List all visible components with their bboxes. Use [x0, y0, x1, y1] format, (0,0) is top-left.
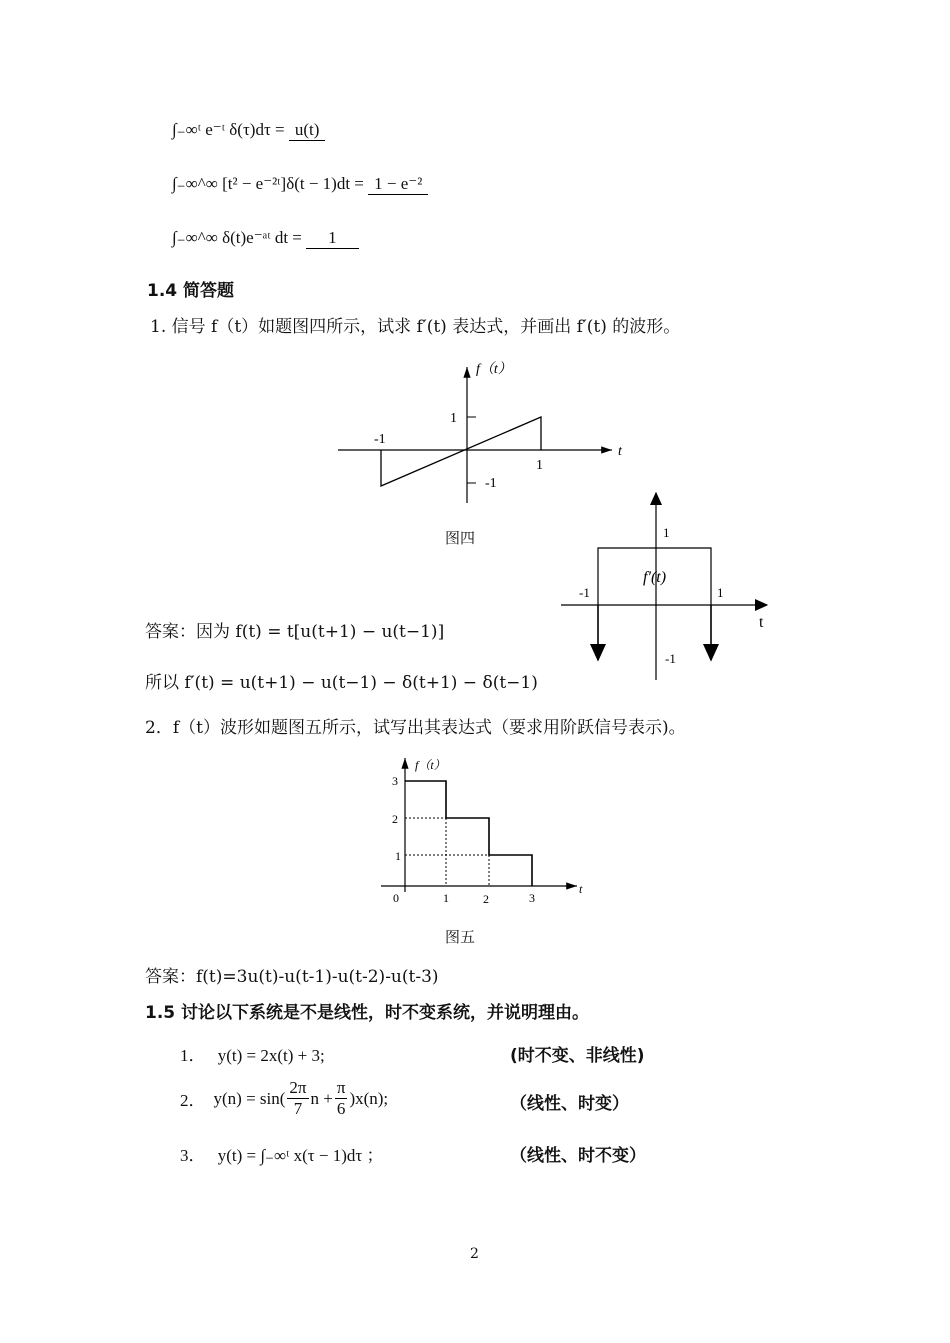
integral-2-answer: 1 − e⁻² — [368, 174, 428, 195]
figure-4-caption: 图四 — [445, 529, 476, 547]
system-2-fraction-2-den: 6 — [336, 1099, 346, 1118]
integral-1 — [172, 120, 325, 141]
figure-4-ytick-neg1: -1 — [485, 476, 497, 491]
figure-5-xtick-2: 2 — [483, 892, 489, 906]
figure-4-xtick-1: 1 — [536, 458, 543, 473]
question-1-answer-line-2: 所以 f′(t) = u(t+1) − u(t−1) − δ(t+1) − δ(t−1) — [145, 673, 538, 693]
system-2-fraction-1-den: 7 — [293, 1099, 303, 1118]
figure-derivative-tick-left: -1 — [579, 585, 590, 600]
integral-2-expr: ∫₋∞^∞ [t² − e⁻²ᵗ]δ(t − 1)dt = — [172, 174, 364, 193]
system-2 — [180, 1078, 388, 1119]
system-1-num: 1． — [180, 1046, 206, 1065]
question-1-answer-line-1: 答案：因为 f(t) = t[u(t+1) − u(t−1)] — [145, 622, 445, 642]
system-2-fraction-1 — [287, 1078, 308, 1119]
system-2-fraction-2 — [335, 1078, 348, 1119]
figure-4-ylabel: f（t） — [476, 362, 512, 377]
figure-derivative-xlabel: t — [759, 614, 764, 631]
system-1 — [180, 1041, 325, 1066]
figure-5-ytick-3: 3 — [392, 774, 398, 788]
integral-3-answer: 1 — [306, 228, 359, 249]
figure-4-xtick-neg1: -1 — [374, 432, 386, 447]
question-2-text: 2．f（t）波形如题图五所示，试写出其表达式（要求用阶跃信号表示)。 — [145, 718, 686, 738]
figure-5-waveform — [405, 781, 532, 886]
integral-1-expr: ∫₋∞ᵗ e⁻ᵗ δ(τ)dτ = — [172, 120, 285, 139]
figure-5 — [375, 752, 595, 912]
system-2-expr-post: )x(n); — [349, 1088, 389, 1108]
system-3-result: （线性、时不变） — [510, 1146, 646, 1166]
figure-derivative-tick-right: 1 — [717, 585, 724, 600]
figure-5-xtick-0: 0 — [393, 891, 399, 905]
figure-5-xtick-3: 3 — [529, 891, 535, 905]
system-3-expr: y(t) = ∫₋∞ᵗ x(τ − 1)dτ ； — [217, 1146, 384, 1165]
figure-5-xtick-1: 1 — [443, 891, 449, 905]
page-number: 2 — [470, 1246, 479, 1262]
figure-4-xlabel: t — [618, 444, 622, 459]
system-3 — [180, 1141, 383, 1166]
system-2-expr-pre: y(n) = sin( — [213, 1088, 286, 1108]
figure-5-ytick-1: 1 — [395, 849, 401, 863]
figure-5-ytick-2: 2 — [392, 812, 398, 826]
integral-1-answer: u(t) — [289, 120, 326, 141]
integral-3 — [172, 228, 359, 249]
figure-5-xlabel: t — [579, 882, 583, 896]
system-2-result: （线性、时变） — [510, 1094, 629, 1114]
figure-derivative-tick-top: 1 — [663, 525, 670, 540]
integral-3-expr: ∫₋∞^∞ δ(t)e⁻ᵃᵗ dt = — [172, 228, 302, 247]
figure-5-ylabel: f（t） — [415, 758, 446, 772]
figure-derivative-tick-bottom: -1 — [665, 651, 676, 666]
section-heading-1-5: 1.5 讨论以下系统是不是线性，时不变系统，并说明理由。 — [145, 1003, 590, 1023]
question-1-text: 1. 信号 f（t）如题图四所示，试求 f′(t) 表达式，并画出 f′(t) 的波形。 — [150, 317, 681, 337]
system-2-mid: n + — [310, 1088, 333, 1108]
figure-derivative — [555, 485, 785, 685]
system-1-result: (时不变、非线性) — [510, 1046, 645, 1066]
system-2-fraction-1-num: 2π — [289, 1078, 307, 1097]
system-2-num: 2． — [180, 1091, 206, 1110]
figure-4-waveform — [381, 417, 541, 486]
system-2-fraction-2-num: π — [336, 1078, 346, 1097]
figure-5-caption: 图五 — [445, 928, 476, 946]
figure-4-ytick-1: 1 — [450, 411, 457, 426]
question-2-answer: 答案：f(t)=3u(t)-u(t-1)-u(t-2)-u(t-3) — [145, 967, 439, 987]
section-heading-1-4: 1.4 简答题 — [147, 281, 235, 301]
system-3-num: 3． — [180, 1146, 206, 1165]
integral-2 — [172, 174, 428, 195]
figure-derivative-label: f′(t) — [643, 569, 667, 586]
system-1-expr: y(t) = 2x(t) + 3; — [217, 1046, 325, 1065]
